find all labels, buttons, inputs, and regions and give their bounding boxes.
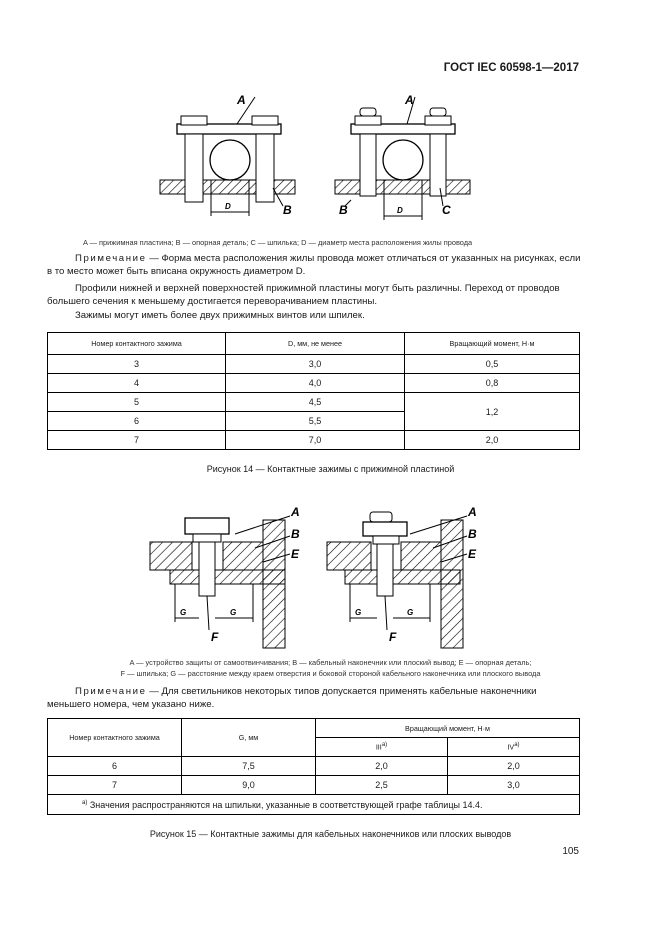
label-b-left: B [291,527,300,541]
figure-14-left-clamp [160,97,295,216]
paragraph-clamp-count: Зажимы могут иметь более двух прижимных винтов или шпилек. [75,310,365,321]
col-header-iii [316,738,448,757]
cell-num: 4 [48,374,226,393]
paragraph-plate-profiles: Профили нижней и верхней поверхностей прижимной пластины могут быть различны. Переход от проводов большего сечения к меньшему достигается переворачиванием пластины. [47,283,560,307]
label-g-left-2: G [230,608,237,617]
cell-num: 6 [48,757,182,776]
cell-num: 7 [48,431,226,450]
note-label: Примечание [75,253,147,264]
label-f-left: F [211,630,219,644]
col-header-g: G, мм [182,719,316,757]
figure-14-table [47,332,580,450]
label-a-right: A [468,505,477,519]
label-g-right-2: G [407,608,414,617]
table-row [48,355,580,374]
cell-g: 7,5 [182,757,316,776]
note-label: Примечание [75,686,147,697]
note-text: — Для светильников некоторых типов допускается применять кабельные наконечники меньшего номера, чем указано ниже. [47,686,537,710]
cell-iii: 2,0 [316,757,448,776]
figure-15-note [47,686,582,711]
cell-iv: 2,0 [447,757,579,776]
label-e-left: E [291,547,300,561]
cell-iv: 3,0 [447,776,579,795]
col-header-torque: Вращающий момент, Н·м [405,333,580,355]
figure-14-right-clamp [335,97,470,220]
figure-15-legend-line1: A — устройство защиты от самоотвинчивания; B — кабельный наконечник или плоский вывод; E — опорная деталь; [129,658,532,667]
label-f-right: F [389,630,397,644]
cell-torque-merged: 1,2 [405,393,580,431]
table-footnote [48,795,580,815]
table-row [48,757,580,776]
cell-d: 5,5 [226,412,405,431]
figure-14-legend: A — прижимная пластина; B — опорная деталь; C — шпилька; D — диаметр места расположения жилы провода [83,238,473,247]
label-e-right: E [468,547,477,561]
label-a-left: A [291,505,300,519]
label-g-right-1: G [355,608,362,617]
figure-15-caption: Рисунок 15 — Контактные зажимы для кабельных наконечников или плоских выводов [149,829,512,839]
cell-d: 3,0 [226,355,405,374]
col-header-iv [447,738,579,757]
col-header-terminal-number: Номер контактного зажима [48,333,226,355]
table-row [48,374,580,393]
page-number: 105 [562,846,579,857]
label-d-left: D [225,202,231,211]
iii-text: III [375,742,382,752]
figure-15-drawing [145,500,495,652]
cell-num: 7 [48,776,182,795]
figure-15-left-terminal [150,516,290,648]
cell-num: 3 [48,355,226,374]
figure-15-right-terminal [327,512,467,648]
figure-14-caption: Рисунок 14 — Контактные зажимы с прижимной пластиной [206,464,455,474]
iii-sup: a) [381,742,388,749]
footnote-mark: a) [82,799,88,806]
label-d-right: D [397,206,403,215]
figure-15-legend [0,657,661,679]
cell-num: 6 [48,412,226,431]
cell-iii: 2,5 [316,776,448,795]
figure-14-note [47,253,582,278]
label-b-left: B [283,203,292,217]
cell-d: 4,5 [226,393,405,412]
table-row [48,393,580,412]
label-b-right: B [339,203,348,217]
iv-text: IV [507,742,515,752]
label-g-left-1: G [180,608,187,617]
cell-d: 4,0 [226,374,405,393]
figure-15-legend-line2: F — шпилька; G — расстояние между краем отверстия и боковой стороной кабельного наконечника или плоского вывода [120,669,541,678]
cell-torque: 2,0 [405,431,580,450]
table-row [48,776,580,795]
cell-num: 5 [48,393,226,412]
col-header-terminal-number: Номер контактного зажима [48,719,182,757]
col-header-torque: Вращающий момент, Н·м [316,719,580,738]
label-a-left: A [237,93,246,107]
label-a-right: A [405,93,414,107]
cell-torque: 0,8 [405,374,580,393]
document-header: ГОСТ IEC 60598-1—2017 [443,62,579,74]
iv-sup: a) [514,742,520,749]
cell-g: 9,0 [182,776,316,795]
cell-d: 7,0 [226,431,405,450]
cell-torque: 0,5 [405,355,580,374]
table-footnote-row [48,795,580,815]
footnote-text: Значения распространяются на шпильки, указанные в соответствующей графе таблицы 14.4. [89,799,483,810]
label-b-right: B [468,527,477,541]
col-header-diameter: D, мм, не менее [226,333,405,355]
figure-14-drawing [155,88,475,228]
table-row [48,431,580,450]
note-text: — Форма места расположения жилы провода может отличаться от указанных на рисунках, если в то место может быть вписана окружность диаметром D. [47,253,581,277]
label-c-right: C [442,203,451,217]
figure-15-table [47,718,580,815]
